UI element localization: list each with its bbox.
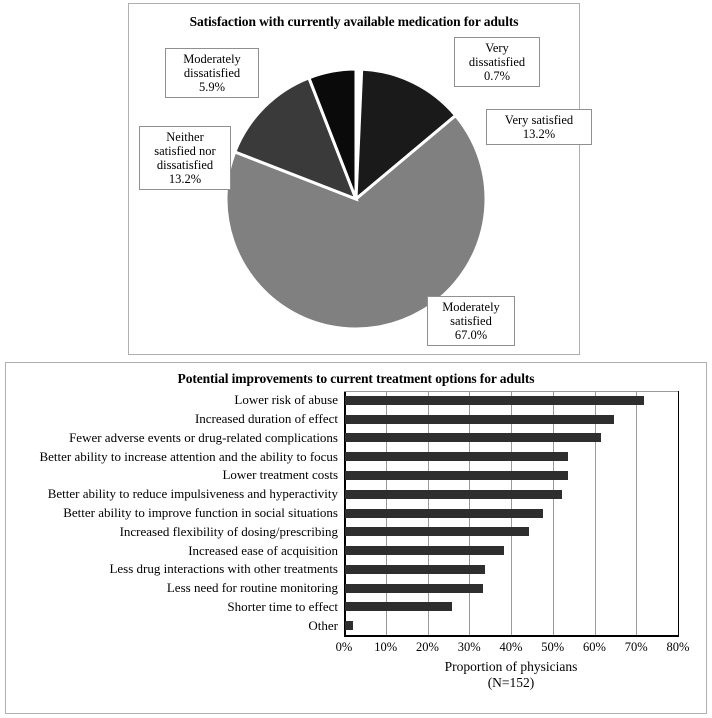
pie-slices-group — [226, 69, 486, 329]
bar-category-label: Increased duration of effect — [194, 411, 338, 427]
bar-category-label: Less drug interactions with other treatments — [109, 561, 338, 577]
x-axis-title-line1: Proportion of physicians — [444, 659, 578, 674]
plot-right-border — [678, 391, 679, 635]
callout-value: 5.9% — [198, 80, 226, 94]
callout-value: 67.0% — [454, 328, 488, 342]
x-axis-tick-label: 60% — [583, 640, 606, 654]
callout-line: satisfied nor — [154, 144, 216, 158]
gridline — [636, 391, 637, 635]
gridline — [595, 391, 596, 635]
bar-category-label: Better ability to increase attention and the ability to focus — [39, 448, 338, 464]
x-axis-tick-label: 50% — [541, 640, 565, 654]
bar-chart-plot-area — [6, 363, 706, 713]
bar-category-label: Better ability to improve function in social situations — [63, 505, 338, 520]
callout-line: dissatisfied — [468, 55, 526, 69]
x-axis-tick-label: 0% — [335, 640, 353, 654]
x-axis-tick-label: 20% — [416, 640, 439, 654]
bar — [345, 509, 543, 518]
bar — [345, 584, 483, 593]
callout-moderately-satisfied — [427, 296, 515, 346]
callout-line: Moderately — [183, 52, 241, 66]
bar-category-label: Fewer adverse events or drug-related complications — [69, 429, 338, 445]
bar-category-label: Increased ease of acquisition — [188, 542, 338, 558]
bar-chart-title: Potential improvements to current treatment options for adults — [177, 371, 535, 386]
bar — [345, 602, 452, 611]
callout-value: 13.2% — [522, 127, 556, 141]
pie-chart-graphic-area — [129, 4, 579, 354]
x-axis-title — [6, 659, 708, 690]
x-axis-title-sample-size: (N=152) — [487, 674, 535, 690]
callout-very-dissatisfied — [454, 37, 540, 87]
bar-category-label: Shorter time to effect — [227, 598, 338, 614]
callout-line: Moderately — [442, 300, 500, 314]
callout-line: Very satisfied — [504, 113, 574, 127]
bar-category-label: Less need for routine monitoring — [166, 580, 338, 596]
bar — [345, 546, 504, 555]
plot-top-border — [344, 391, 679, 392]
callout-line: Very — [485, 41, 509, 55]
gridline — [553, 391, 554, 635]
bar — [345, 565, 485, 574]
bar — [345, 621, 353, 630]
x-axis-tick-label: 10% — [374, 640, 398, 654]
bar-category-label: Lower risk of abuse — [234, 392, 338, 408]
x-axis-tick-label: 40% — [499, 640, 523, 654]
callout-line: Neither — [166, 130, 204, 144]
callout-value: 0.7% — [483, 69, 511, 83]
bar-category-label: Better ability to reduce impulsiveness and hyperactivity — [47, 486, 338, 502]
callout-line: dissatisfied — [183, 66, 241, 80]
x-axis-tick-label: 80% — [666, 640, 690, 654]
callout-value: 13.2% — [168, 172, 202, 186]
bar-chart-panel — [5, 362, 707, 714]
bar — [345, 415, 614, 424]
bar — [345, 433, 601, 442]
bar — [345, 527, 529, 536]
callout-line: dissatisfied — [156, 158, 214, 172]
bar-category-label: Other — [308, 617, 338, 633]
bar — [345, 471, 568, 480]
callout-neither-satisfied-nor-dissatisfied — [139, 126, 231, 190]
x-axis-tick-label: 30% — [457, 640, 481, 654]
bar — [345, 452, 568, 461]
callout-very-satisfied — [486, 109, 592, 145]
bar — [345, 490, 562, 499]
bar — [345, 396, 644, 405]
x-axis-line — [344, 635, 679, 637]
pie-chart-title: Satisfaction with currently available medication for adults — [189, 14, 519, 29]
x-axis-tick-label: 70% — [624, 640, 648, 654]
bar-category-label: Lower treatment costs — [222, 467, 338, 483]
callout-line: satisfied — [450, 314, 492, 328]
bar-category-label: Increased flexibility of dosing/prescribing — [119, 523, 338, 539]
pie-chart-panel — [128, 3, 580, 355]
callout-moderately-dissatisfied — [165, 48, 259, 98]
